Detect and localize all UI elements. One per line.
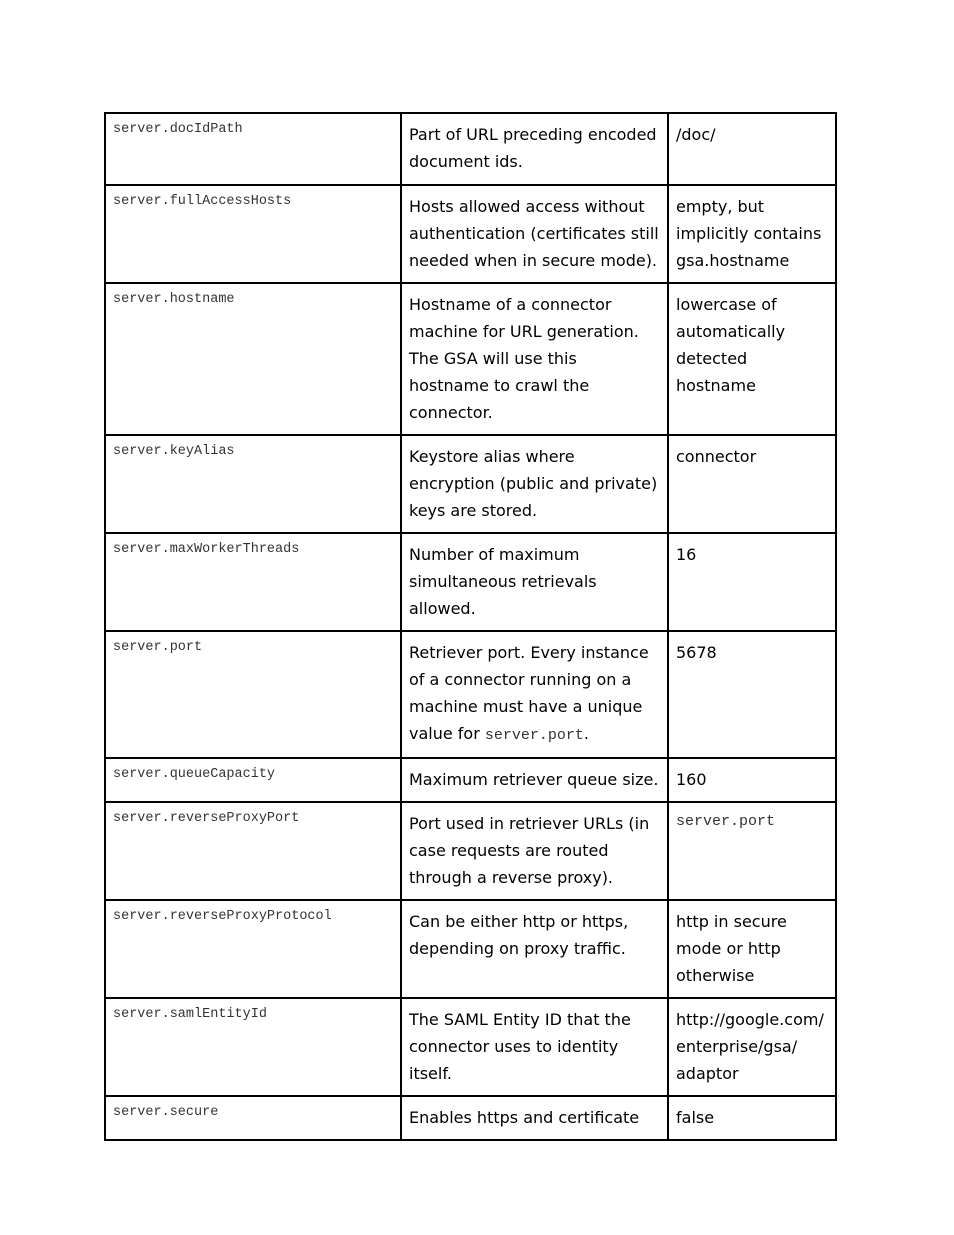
table-row <box>105 631 836 758</box>
table-row <box>105 283 836 435</box>
property-description: Hostname of a connector machine for URL generation. The GSA will use this hostname to crawl the connector. <box>401 283 668 435</box>
description-text: Retriever port. Every instance of a connector running on a machine must have a unique value for <box>409 643 649 743</box>
property-name: server.reverseProxyProtocol <box>105 900 401 998</box>
property-default: 5678 <box>668 631 836 758</box>
property-name: server.reverseProxyPort <box>105 802 401 900</box>
default-line: enterprise/gsa/ <box>676 1037 798 1056</box>
table-row <box>105 185 836 283</box>
inline-code: server.port <box>484 727 584 744</box>
property-description: Number of maximum simultaneous retrievals allowed. <box>401 533 668 631</box>
property-description: Enables https and certificate <box>401 1096 668 1140</box>
property-description: Hosts allowed access without authentication (certificates still needed when in secure mode). <box>401 185 668 283</box>
default-line: http://google.com/ <box>676 1010 824 1029</box>
property-name: server.maxWorkerThreads <box>105 533 401 631</box>
default-line: adaptor <box>676 1064 739 1083</box>
property-default: 16 <box>668 533 836 631</box>
property-default: server.port <box>668 802 836 900</box>
property-name: server.queueCapacity <box>105 758 401 802</box>
property-default: false <box>668 1096 836 1140</box>
property-default: empty, but implicitly contains gsa.hostname <box>668 185 836 283</box>
property-description: The SAML Entity ID that the connector uses to identity itself. <box>401 998 668 1096</box>
property-name: server.samlEntityId <box>105 998 401 1096</box>
property-name: server.hostname <box>105 283 401 435</box>
property-description: Maximum retriever queue size. <box>401 758 668 802</box>
table-row <box>105 1096 836 1140</box>
config-properties-table <box>104 112 837 1141</box>
document-page <box>104 112 835 1141</box>
property-name: server.keyAlias <box>105 435 401 533</box>
property-default: 160 <box>668 758 836 802</box>
table-row <box>105 802 836 900</box>
table-row <box>105 113 836 185</box>
property-description: Port used in retriever URLs (in case requests are routed through a reverse proxy). <box>401 802 668 900</box>
table-row <box>105 758 836 802</box>
table-row <box>105 998 836 1096</box>
table-row <box>105 435 836 533</box>
property-default: connector <box>668 435 836 533</box>
property-default: /doc/ <box>668 113 836 185</box>
description-text-end: . <box>583 724 590 743</box>
property-name: server.docIdPath <box>105 113 401 185</box>
property-description <box>401 631 668 758</box>
property-name: server.fullAccessHosts <box>105 185 401 283</box>
table-row <box>105 533 836 631</box>
property-default: lowercase of automatically detected hostname <box>668 283 836 435</box>
property-default: http in secure mode or http otherwise <box>668 900 836 998</box>
property-name: server.secure <box>105 1096 401 1140</box>
property-description: Keystore alias where encryption (public and private) keys are stored. <box>401 435 668 533</box>
property-default <box>668 998 836 1096</box>
property-name: server.port <box>105 631 401 758</box>
table-row <box>105 900 836 998</box>
property-description: Part of URL preceding encoded document ids. <box>401 113 668 185</box>
property-description: Can be either http or https, depending on proxy traffic. <box>401 900 668 998</box>
